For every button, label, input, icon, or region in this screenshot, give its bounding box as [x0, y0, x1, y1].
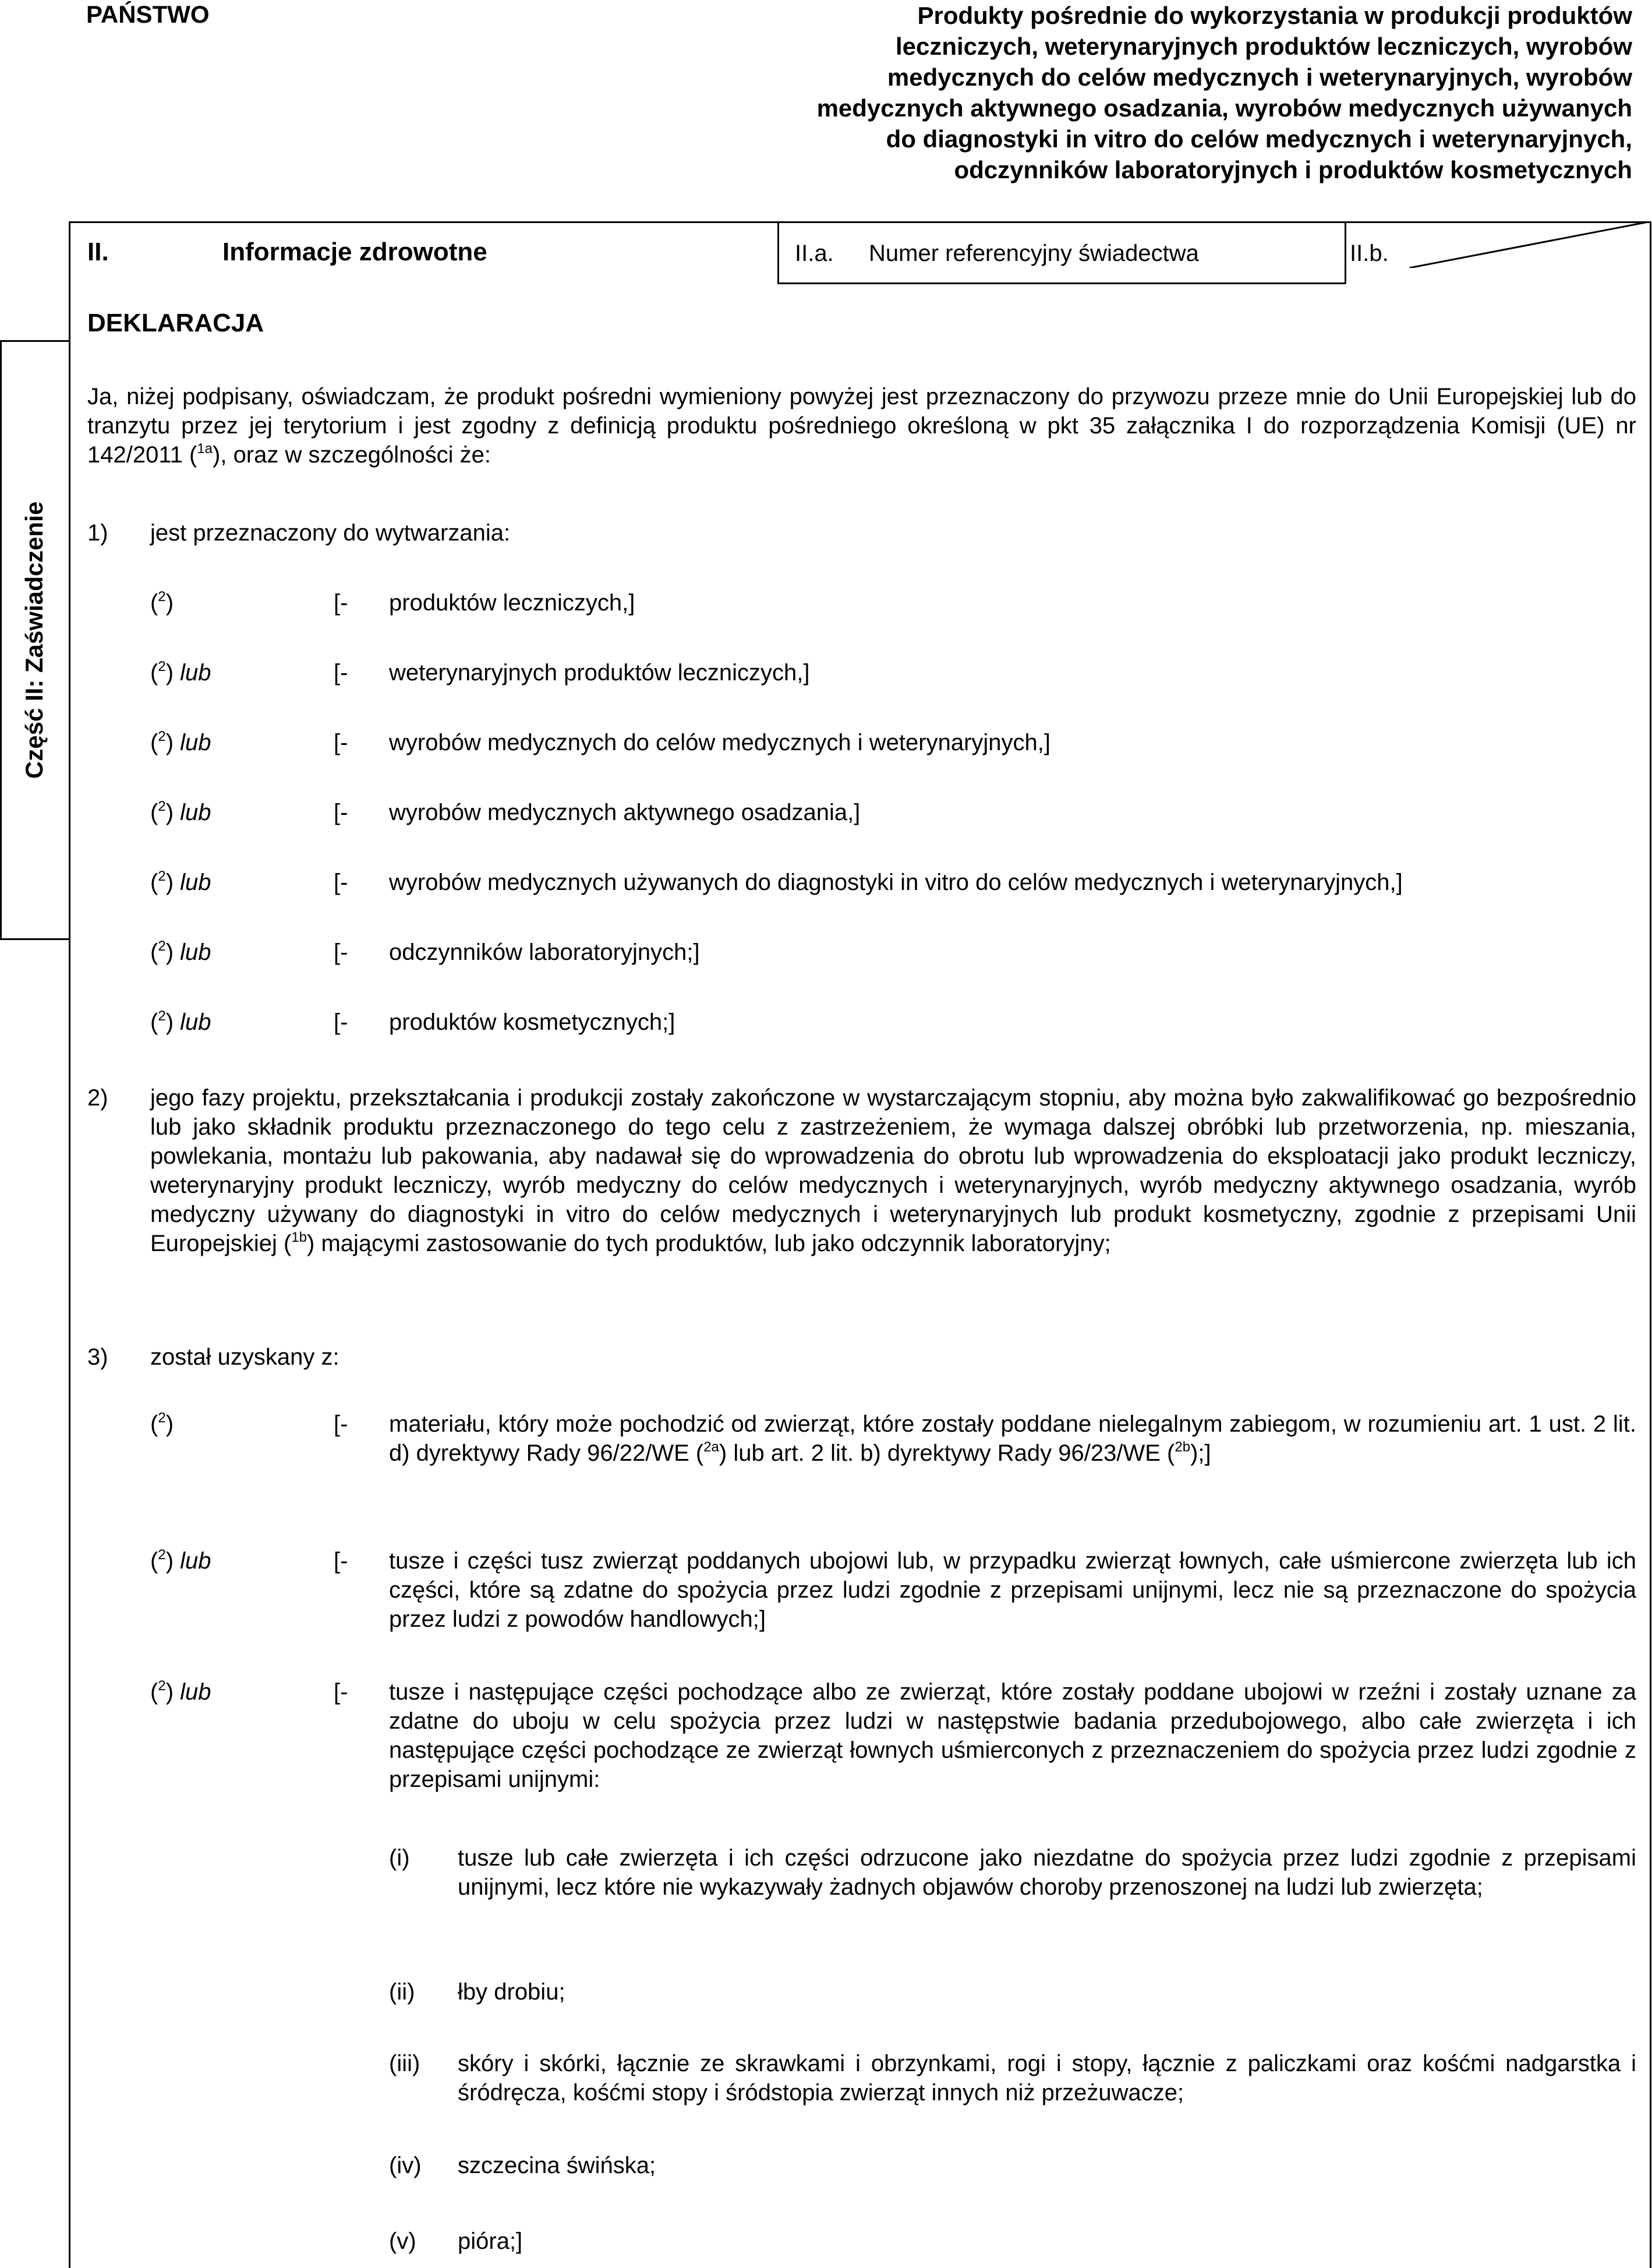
lub-label: lub — [180, 730, 211, 755]
option-text-part: ) lub art. 2 lit. b) dyrektywy Rady 96/23/WE ( — [719, 1440, 1175, 1466]
cell-iia-bottom-line — [777, 282, 1346, 284]
subitem-text: łby drobiu; — [458, 1979, 565, 2005]
subitem-text: tusze lub całe zwierzęta i ich części odrzucone jako niezdatne do spożycia przez ludzi zgodnie z przepisami unijnymi, lecz które nie wykazywały żadnych objawów choroby przenoszonej na ludzi lub zwierzęta; — [458, 1845, 1636, 1900]
subitem-number: (i) — [389, 1845, 410, 1871]
item-number: 3) — [87, 1344, 108, 1370]
footnote-ref: 2 — [158, 1008, 166, 1024]
option-text: wyrobów medycznych do celów medycznych i weterynaryjnych,] — [389, 730, 1050, 755]
item2-text: ) mającymi zastosowanie do tych produktów, lub jako odczynnik laboratoryjny; — [307, 1231, 1111, 1256]
option-ref: ($^2$) lub — [150, 1678, 211, 1705]
iib-label: II.b. — [1350, 241, 1389, 266]
footnote-ref: 1b — [291, 1230, 307, 1245]
option-bracket: [- — [334, 1548, 348, 1574]
option-ref: ($^2$) lub — [150, 1547, 211, 1574]
certificate-title: Produkty pośrednie do wykorzystania w produkcji produktów leczniczych, weterynaryjnych produktów leczniczych, wyrobów medycznych do celów medycznych i weterynaryjnych, wyrobów medycznych aktywnego osadzania, wyrobów medycznych używanych do diagnostyki in vitro do celów medycznych i weterynaryjnych, odczynników laboratoryjnych i produktów kosmetycznych — [816, 2, 1632, 183]
intro-text: Ja, niżej podpisany, oświadczam, że produkt pośredni wymieniony powyżej jest przeznaczony do przywozu przeze mnie do Unii Europejskiej lub do tranzytu przez jej terytorium i jest zgodny z definicją produktu pośredniego określoną w pkt 35 załącznika I do rozporządzenia Komisji (UE) nr 142/2011 ( — [87, 384, 1636, 468]
footnote-ref: 2b — [1175, 1439, 1191, 1455]
option-bracket: [- — [334, 939, 348, 965]
footnote-ref: 2 — [158, 938, 166, 954]
cell-iib-left-line — [1345, 221, 1346, 284]
lub-label: lub — [180, 660, 211, 686]
footnote-ref: 2 — [158, 589, 166, 605]
frame-left-line — [69, 221, 70, 2268]
option-bracket: [- — [334, 730, 348, 755]
option-ref: ($^2$) — [150, 589, 174, 616]
option-bracket: [- — [334, 1411, 348, 1437]
option-ref: ($^2$) lub — [150, 729, 211, 755]
section-number: II. — [87, 238, 109, 266]
declaration-intro — [87, 382, 1636, 469]
subitem-text: szczecina świńska; — [458, 2153, 656, 2178]
iia-label: II.a. — [795, 241, 834, 266]
option-text-part: materiału, który może pochodzić od zwierząt, które zostały poddane nielegalnym zabiegom, w rozumieniu art. 1 ust. 2 lit. d) dyrektywy Rady 96/22/WE ( — [389, 1411, 1636, 1466]
option-ref: ($^2$) lub — [150, 659, 211, 686]
option-ref: ($^2$) — [150, 1410, 174, 1437]
option-ref: ($^2$) lub — [150, 799, 211, 825]
item-text: jest przeznaczony do wytwarzania: — [150, 520, 511, 546]
footnote-ref: 2 — [158, 729, 166, 744]
item-number: 2) — [87, 1085, 108, 1111]
cell-iia-left-line — [777, 221, 779, 284]
option-text-part: );] — [1190, 1440, 1211, 1466]
option-bracket: [- — [334, 870, 348, 895]
certificate-reference-label: Numer referencyjny świadectwa — [869, 241, 1199, 266]
declaration-heading: DEKLARACJA — [87, 309, 264, 337]
footnote-ref: 2 — [158, 868, 166, 884]
subitem-number: (ii) — [389, 1979, 415, 2005]
subitem-text: skóry i skórki, łącznie ze skrawkami i obrzynkami, rogi i stopy, łącznie z paliczkami oraz kośćmi nadgarstka i śródręcza, kośćmi stopy i śródstopia zwierząt innych niż przeżuwacze; — [458, 2051, 1636, 2106]
intro-text: ), oraz w szczególności że: — [213, 442, 491, 468]
footnote-ref: 2a — [703, 1439, 719, 1455]
option-text: tusze i następujące części pochodzące albo ze zwierząt, które zostały poddane ubojowi w rzeźni i zostały uznane za zdatne do uboju w celu spożycia przez ludzi w następstwie badania przedubojowego, albo całe zwierzęta i ich następujące części pochodzące ze zwierząt łownych uśmierconych z przeznaczeniem do spożycia przez ludzi zgodnie z przepisami unijnymi: — [389, 1679, 1636, 1792]
option-text: wyrobów medycznych aktywnego osadzania,] — [389, 800, 861, 825]
option-text: odczynników laboratoryjnych;] — [389, 939, 700, 965]
item-text — [150, 1083, 1636, 1258]
subitem-number: (v) — [389, 2228, 416, 2254]
footnote-ref: 1a — [197, 441, 213, 457]
footnote-ref: 2 — [158, 659, 166, 674]
option-text: produktów leczniczych,] — [389, 590, 635, 616]
cell-iib-diagonal — [1409, 221, 1651, 268]
lub-label: lub — [180, 1548, 211, 1574]
option-ref: ($^2$) lub — [150, 868, 211, 895]
footnote-ref: 2 — [158, 799, 166, 814]
option-bracket: [- — [334, 800, 348, 825]
section-title: Informacje zdrowotne — [222, 238, 487, 266]
subitem-text: pióra;] — [458, 2228, 523, 2254]
lub-label: lub — [180, 1009, 211, 1035]
option-text: weterynaryjnych produktów leczniczych,] — [389, 660, 810, 686]
item-number: 1) — [87, 520, 108, 546]
item2-text: jego fazy projektu, przekształcania i produkcji zostały zakończone w wystarczającym stopniu, aby można było zakwalifikować go bezpośrednio lub jako składnik produktu przeznaczonego do tego celu z zastrzeżeniem, że wymaga dalszej obróbki lub przetworzenia, np. mieszania, powlekania, montażu lub pakowania, aby nadawał się do wprowadzenia do obrotu lub wprowadzenia do eksploatacji jako produkt leczniczy, weterynaryjny produkt leczniczy, wyrób medyczny do celów medycznych i weterynaryjnych, wyrób medyczny aktywnego osadzania, wyrób medyczny używany do diagnostyki in vitro do celów medycznych i weterynaryjnych lub produkt kosmetyczny, zgodnie z przepisami Unii Europejskiej ( — [150, 1085, 1636, 1256]
option-text: wyrobów medycznych używanych do diagnostyki in vitro do celów medycznych i weterynaryjnych,] — [389, 870, 1403, 895]
country-label: PAŃSTWO — [86, 1, 210, 28]
option-bracket: [- — [334, 590, 348, 616]
footnote-ref: 2 — [158, 1410, 166, 1426]
option-text: tusze i części tusz zwierząt poddanych ubojowi lub, w przypadku zwierząt łownych, całe uśmiercone zwierzęta lub ich części, które są zdatne do spożycia przez ludzi zgodnie z przepisami unijnymi, lecz nie są przeznaczone do spożycia przez ludzi z powodów handlowych;] — [389, 1548, 1636, 1632]
option-bracket: [- — [334, 660, 348, 686]
option-bracket: [- — [334, 1009, 348, 1035]
frame-right-line — [1650, 221, 1651, 2268]
option-text: produktów kosmetycznych;] — [389, 1009, 675, 1035]
lub-label: lub — [180, 800, 211, 825]
side-tab-label: Część II: Zaświadczenie — [20, 501, 48, 779]
footnote-ref: 2 — [158, 1547, 166, 1563]
option-ref: ($^2$) lub — [150, 938, 211, 965]
item-text: został uzyskany z: — [150, 1344, 339, 1370]
lub-label: lub — [180, 1679, 211, 1705]
lub-label: lub — [180, 939, 211, 965]
subitem-number: (iv) — [389, 2153, 422, 2178]
option-bracket: [- — [334, 1679, 348, 1705]
subitem-number: (iii) — [389, 2051, 420, 2076]
option-ref: ($^2$) lub — [150, 1008, 211, 1035]
option-text — [389, 1409, 1636, 1468]
footnote-ref: 2 — [158, 1678, 166, 1694]
lub-label: lub — [180, 870, 211, 895]
